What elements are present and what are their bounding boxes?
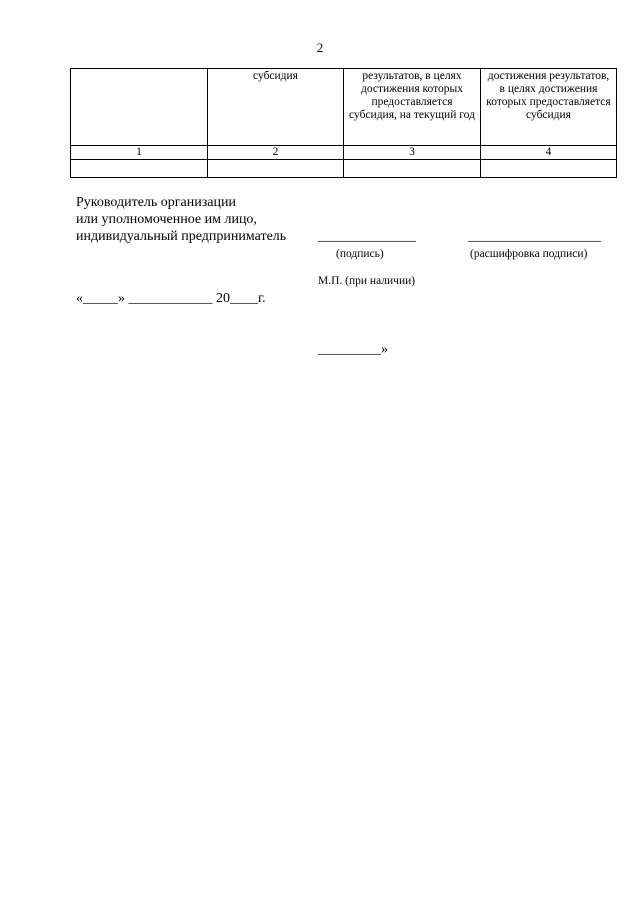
table-number-cell: 4 <box>481 146 617 160</box>
stamp-note: М.П. (при наличии) <box>318 275 416 287</box>
page-number: 2 <box>316 40 324 55</box>
table-header-cell-3: результатов, в целях достижения которых предоставляется субсидия, на текущий год <box>344 69 481 146</box>
signer-role-line-3: индивидуальный предприниматель <box>76 229 287 244</box>
table-number-cell: 1 <box>71 146 208 160</box>
signer-role-line-1: Руководитель организации <box>76 195 236 210</box>
results-table <box>70 68 617 178</box>
table-empty-row <box>71 160 617 178</box>
table-numbering-row <box>71 146 617 160</box>
table-header-row <box>71 69 617 146</box>
table-number-cell: 3 <box>344 146 481 160</box>
table-empty-cell[interactable] <box>71 160 208 178</box>
signature-blank[interactable]: ______________ <box>318 229 416 244</box>
table-empty-cell[interactable] <box>344 160 481 178</box>
signature-caption: (подпись) <box>336 248 384 260</box>
table-header-cell-4: достижения результатов, в целях достижения которых предоставляется субсидия <box>481 69 617 146</box>
signer-role-line-2: или уполномоченное им лицо, <box>76 212 257 227</box>
signature-decoding-blank[interactable]: ___________________ <box>468 229 601 244</box>
table-header-cell-2: субсидия <box>208 69 344 146</box>
signature-decoding-caption: (расшифровка подписи) <box>470 248 588 260</box>
table-empty-cell[interactable] <box>481 160 617 178</box>
table-empty-cell[interactable] <box>208 160 344 178</box>
closing-line: _________» <box>318 342 388 357</box>
table-number-cell: 2 <box>208 146 344 160</box>
date-line[interactable]: «_____» ____________ 20____г. <box>76 291 266 306</box>
table-header-cell-1 <box>71 69 208 146</box>
